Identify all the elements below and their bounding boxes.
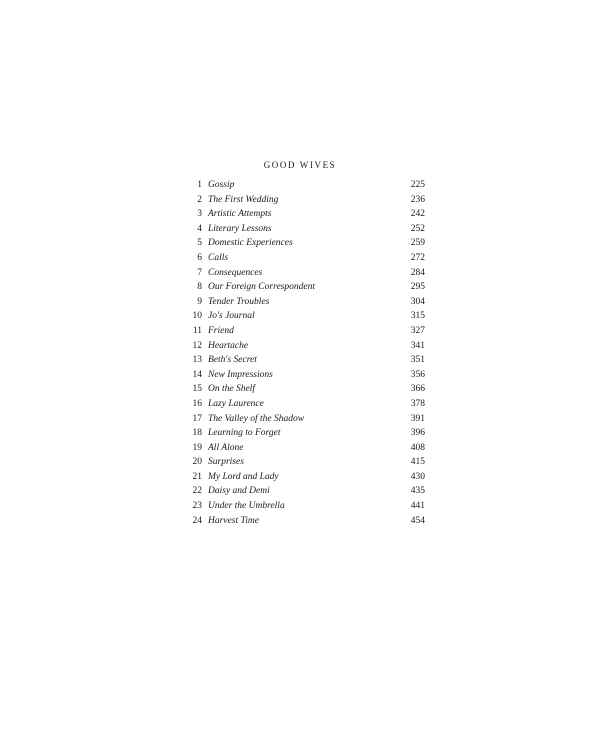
chapter-number: 19 bbox=[192, 442, 202, 453]
toc-entry bbox=[185, 251, 425, 266]
chapter-page-number: 378 bbox=[410, 398, 425, 409]
chapter-number: 13 bbox=[192, 355, 202, 366]
chapter-title: Artistic Attempts bbox=[208, 209, 272, 220]
chapter-page-number: 327 bbox=[410, 325, 425, 336]
chapter-number: 24 bbox=[192, 515, 202, 526]
chapter-page-number: 351 bbox=[410, 355, 425, 366]
chapter-number: 14 bbox=[192, 369, 202, 380]
toc-entry bbox=[185, 295, 425, 310]
chapter-number: 12 bbox=[192, 340, 202, 351]
toc-entry bbox=[185, 236, 425, 251]
toc-entry bbox=[185, 222, 425, 237]
table-of-contents bbox=[185, 178, 425, 528]
toc-entry bbox=[185, 455, 425, 470]
chapter-page-number: 454 bbox=[410, 515, 425, 526]
chapter-page-number: 236 bbox=[410, 194, 425, 205]
chapter-number: 9 bbox=[197, 296, 202, 307]
chapter-title: Tender Troubles bbox=[208, 296, 270, 307]
chapter-title: Friend bbox=[208, 325, 234, 336]
chapter-title: Lazy Laurence bbox=[208, 398, 264, 409]
toc-entry bbox=[185, 426, 425, 441]
chapter-number: 18 bbox=[192, 428, 202, 439]
chapter-title: My Lord and Lady bbox=[208, 471, 279, 482]
chapter-page-number: 435 bbox=[410, 486, 425, 497]
chapter-number: 5 bbox=[197, 238, 202, 249]
chapter-number: 11 bbox=[192, 325, 202, 336]
toc-entry bbox=[185, 368, 425, 383]
chapter-title: Harvest Time bbox=[208, 515, 259, 526]
chapter-number: 8 bbox=[197, 282, 202, 293]
chapter-page-number: 356 bbox=[410, 369, 425, 380]
chapter-number: 23 bbox=[192, 501, 202, 512]
chapter-page-number: 252 bbox=[410, 223, 425, 234]
toc-entry bbox=[185, 339, 425, 354]
chapter-page-number: 415 bbox=[410, 457, 425, 468]
chapter-number: 7 bbox=[197, 267, 202, 278]
chapter-title: Consequences bbox=[208, 267, 263, 278]
chapter-number: 1 bbox=[197, 180, 202, 190]
chapter-number: 17 bbox=[192, 413, 202, 424]
chapter-title: Under the Umbrella bbox=[208, 501, 285, 512]
toc-entry bbox=[185, 280, 425, 295]
chapter-page-number: 272 bbox=[410, 252, 425, 263]
chapter-number: 16 bbox=[192, 398, 202, 409]
toc-entry bbox=[185, 397, 425, 412]
toc-entry bbox=[185, 266, 425, 281]
toc-entry bbox=[185, 499, 425, 514]
chapter-page-number: 366 bbox=[410, 384, 425, 395]
chapter-number: 3 bbox=[197, 209, 202, 220]
chapter-number: 10 bbox=[192, 311, 202, 322]
chapter-title: The First Wedding bbox=[208, 194, 279, 205]
chapter-number: 6 bbox=[197, 252, 202, 263]
chapter-number: 15 bbox=[192, 384, 202, 395]
toc-entry bbox=[185, 193, 425, 208]
toc-entry bbox=[185, 207, 425, 222]
chapter-title: Jo's Journal bbox=[208, 311, 255, 322]
chapter-title: Heartache bbox=[208, 340, 249, 351]
chapter-page-number: 284 bbox=[410, 267, 425, 278]
chapter-number: 2 bbox=[197, 194, 202, 205]
chapter-page-number: 315 bbox=[410, 311, 425, 322]
chapter-title: Surprises bbox=[208, 457, 244, 468]
toc-entry bbox=[185, 484, 425, 499]
toc-entry bbox=[185, 353, 425, 368]
toc-entry bbox=[185, 470, 425, 485]
chapter-number: 20 bbox=[192, 457, 202, 468]
chapter-number: 22 bbox=[192, 486, 202, 497]
chapter-page-number: 391 bbox=[410, 413, 425, 424]
chapter-title: Domestic Experiences bbox=[208, 238, 293, 249]
chapter-page-number: 396 bbox=[410, 428, 425, 439]
chapter-page-number: 304 bbox=[410, 296, 425, 307]
section-title: GOOD WIVES bbox=[263, 160, 337, 170]
chapter-page-number: 259 bbox=[410, 238, 425, 249]
chapter-page-number: 341 bbox=[410, 340, 425, 351]
chapter-number: 4 bbox=[197, 223, 202, 234]
toc-entry bbox=[185, 412, 425, 427]
toc-entry bbox=[185, 309, 425, 324]
chapter-page-number: 408 bbox=[410, 442, 425, 453]
chapter-page-number: 295 bbox=[410, 282, 425, 293]
chapter-page-number: 430 bbox=[410, 471, 425, 482]
chapter-title: All Alone bbox=[208, 442, 244, 453]
toc-entry bbox=[185, 514, 425, 529]
chapter-page-number: 441 bbox=[410, 501, 425, 512]
chapter-title: New Impressions bbox=[208, 369, 273, 380]
toc-entry bbox=[185, 382, 425, 397]
chapter-title: Gossip bbox=[208, 180, 235, 190]
chapter-title: On the Shelf bbox=[208, 384, 255, 395]
chapter-title: Daisy and Demi bbox=[208, 486, 270, 497]
chapter-page-number: 225 bbox=[410, 180, 425, 190]
chapter-title: The Valley of the Shadow bbox=[208, 413, 305, 424]
toc-entry bbox=[185, 324, 425, 339]
chapter-title: Beth's Secret bbox=[208, 355, 257, 366]
chapter-title: Calls bbox=[208, 252, 229, 263]
chapter-number: 21 bbox=[192, 471, 202, 482]
toc-entry bbox=[185, 178, 425, 193]
chapter-page-number: 242 bbox=[410, 209, 425, 220]
chapter-title: Learning to Forget bbox=[208, 428, 281, 439]
toc-entry bbox=[185, 441, 425, 456]
chapter-title: Our Foreign Correspondent bbox=[208, 282, 315, 293]
chapter-title: Literary Lessons bbox=[208, 223, 272, 234]
